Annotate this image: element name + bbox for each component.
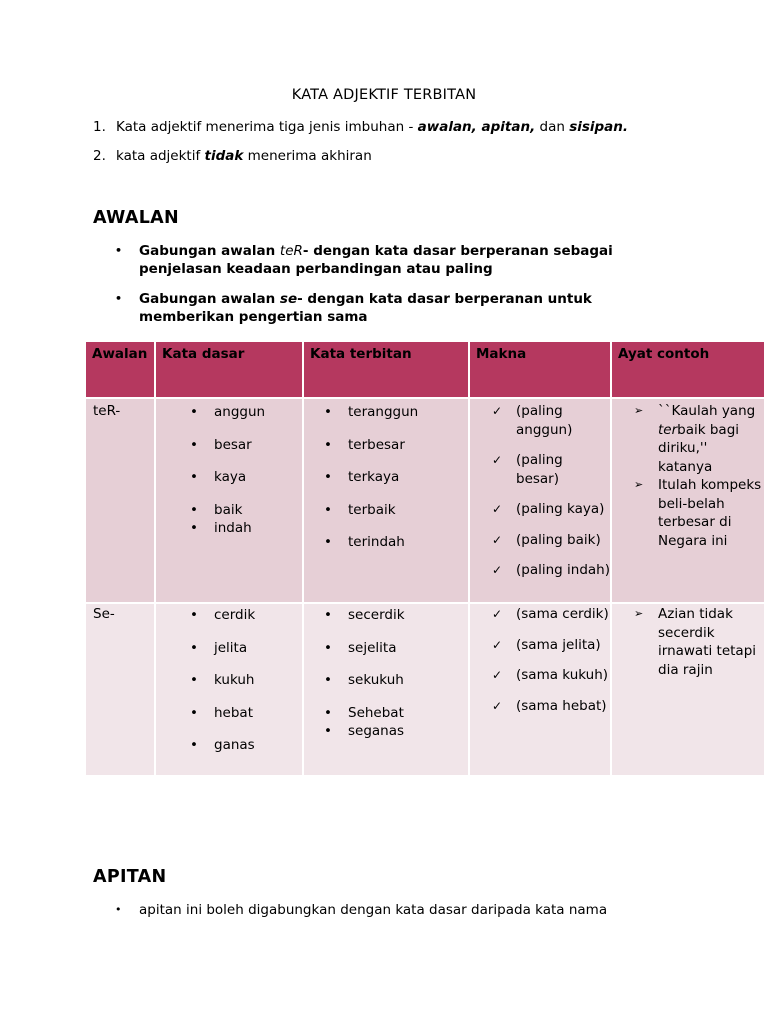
checkmark-icon: ✓ xyxy=(492,637,503,652)
kata-terbitan-cell xyxy=(303,398,469,603)
apitan-bullet: • apitan ini boleh digabungkan dengan kata dasar daripada kata nama xyxy=(115,902,608,918)
arrow-bullet-icon: ➢ xyxy=(634,478,644,491)
rule-number: 1. xyxy=(93,119,106,135)
list-item: • Sehebat xyxy=(324,704,468,723)
list-item: ✓ (paling anggun) xyxy=(492,403,573,438)
list-item: ✓ (sama hebat) xyxy=(492,697,607,714)
arrow-bullet-icon: ➢ xyxy=(634,404,644,417)
rule-2: 2. kata adjektif tidak menerima akhiran xyxy=(93,148,372,164)
header-kata-dasar: Kata dasar xyxy=(155,341,303,398)
checkmark-icon: ✓ xyxy=(492,607,503,621)
list-item: • jelita xyxy=(190,639,302,658)
list-item: • anggun xyxy=(190,403,302,422)
list-item: ➢ Azian tidak secerdik irnawati tetapi dia rajin xyxy=(634,606,757,678)
rule-number: 2. xyxy=(93,148,106,164)
list-item: ➢ Itulah kompeks beli-belah terbesar di Negara ini xyxy=(634,477,762,549)
list-item: • terbaik xyxy=(324,501,468,520)
checkmark-icon: ✓ xyxy=(492,502,503,516)
table-row xyxy=(85,603,765,776)
table-row xyxy=(85,398,765,603)
list-item: • sejelita xyxy=(324,639,468,658)
bullet-icon: • xyxy=(115,903,122,916)
awalan-cell: Se- xyxy=(85,603,155,776)
arrow-bullet-icon: ➢ xyxy=(634,607,644,620)
header-awalan: Awalan xyxy=(85,341,155,398)
checkmark-icon: ✓ xyxy=(492,404,503,418)
checkmark-icon: ✓ xyxy=(492,668,503,682)
list-item: • kaya xyxy=(190,468,302,487)
apitan-heading: APITAN xyxy=(93,867,167,887)
list-item: • baik xyxy=(190,501,302,520)
header-makna: Makna xyxy=(469,341,611,398)
awalan-cell: teR- xyxy=(85,398,155,603)
checkmark-icon: ✓ xyxy=(492,453,503,467)
header-kata-terbitan: Kata terbitan xyxy=(303,341,469,398)
list-item: • sekukuh xyxy=(324,671,468,690)
awalan-bullet: • Gabungan awalan teR- dengan kata dasar berperanan sebagai penjelasan keadaan perbandingan atau paling xyxy=(115,243,613,277)
list-item: • seganas xyxy=(324,722,468,741)
ayat-contoh-cell xyxy=(611,398,765,603)
list-item: • besar xyxy=(190,436,302,455)
awalan-table xyxy=(84,340,766,777)
awalan-bullet: • Gabungan awalan se- dengan kata dasar berperanan untuk memberikan pengertian sama xyxy=(115,291,592,325)
list-item: • teranggun xyxy=(324,403,468,422)
list-item: • cerdik xyxy=(190,606,302,625)
list-item: ✓ (paling indah) xyxy=(492,562,610,578)
table-header-row xyxy=(85,341,765,398)
list-item: ➢ ``Kaulah yang terbaik bagi diriku,'' katanya xyxy=(634,403,756,475)
awalan-heading: AWALAN xyxy=(93,208,179,228)
list-item: ✓ (sama cerdik) xyxy=(492,606,609,622)
list-item: • secerdik xyxy=(324,606,468,625)
ayat-contoh-cell xyxy=(611,603,765,776)
list-item: • terindah xyxy=(324,533,468,552)
list-item: • kukuh xyxy=(190,671,302,690)
list-item: • hebat xyxy=(190,704,302,723)
makna-cell xyxy=(469,398,611,603)
bullet-icon: • xyxy=(115,244,123,257)
list-item: • terkaya xyxy=(324,468,468,487)
kata-dasar-cell xyxy=(155,603,303,776)
kata-terbitan-cell xyxy=(303,603,469,776)
list-item: ✓ (sama kukuh) xyxy=(492,667,609,683)
list-item: ✓ (paling kaya) xyxy=(492,501,605,517)
header-ayat-contoh: Ayat contoh xyxy=(611,341,765,398)
checkmark-icon: ✓ xyxy=(492,563,503,577)
list-item: • indah xyxy=(190,519,302,538)
document-title: KATA ADJEKTIF TERBITAN xyxy=(291,87,477,103)
makna-cell xyxy=(469,603,611,776)
list-item: ✓ (paling besar) xyxy=(492,452,563,487)
list-item: • ganas xyxy=(190,736,302,755)
list-item: ✓ (paling baik) xyxy=(492,531,601,548)
checkmark-icon: ✓ xyxy=(492,698,503,713)
list-item: ✓ (sama jelita) xyxy=(492,636,601,653)
bullet-icon: • xyxy=(115,292,123,305)
list-item: • terbesar xyxy=(324,436,468,455)
rule-1: 1. Kata adjektif menerima tiga jenis imbuhan - awalan, apitan, dan sisipan. xyxy=(93,119,629,135)
kata-dasar-cell xyxy=(155,398,303,603)
checkmark-icon: ✓ xyxy=(492,532,503,547)
